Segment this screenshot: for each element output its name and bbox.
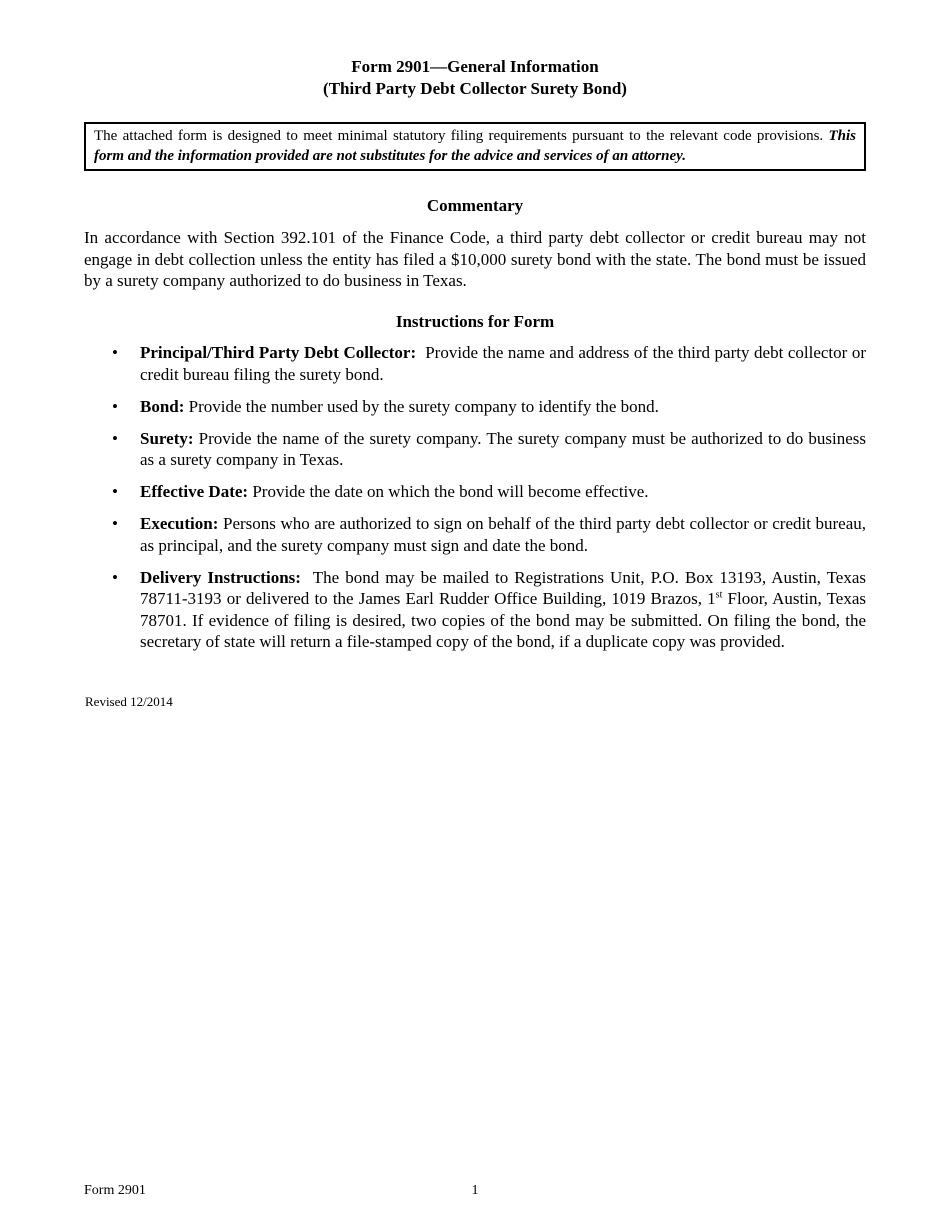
- list-item: [84, 428, 866, 471]
- list-item: [84, 567, 866, 653]
- bullet-icon: •: [112, 428, 118, 448]
- page-title: [84, 56, 866, 100]
- item-text: Provide the date on which the bond will become effective.: [252, 482, 649, 501]
- item-text-before: The bond may be mailed to Registrations Unit, P.O. Box 13193, Austin, Texas 78711-3193 or delivered to the James Earl Rudder Office Building, 1019 Brazos, 1: [140, 567, 866, 608]
- bullet-icon: •: [112, 567, 118, 587]
- footer-form-label: Form 2901: [84, 1183, 146, 1198]
- item-text: Persons who are authorized to sign on behalf of the third party debt collector or credit bureau, as principal, and the surety company must sign and date the bond.: [140, 514, 867, 555]
- disclaimer-bold-text: This form and the information provided are not substitutes for the advice and services of an attorney.: [94, 128, 857, 164]
- item-superscript: st: [715, 589, 723, 601]
- item-text-after: Floor, Austin, Texas 78701. If evidence of filing is desired, two copies of the bond may be submitted. On filing the bond, the secretary of state will return a file-stamped copy of the bond, if a duplicate copy was provided.: [140, 589, 867, 651]
- commentary-heading: Commentary: [426, 196, 524, 215]
- title-line-1: Form 2901—General Information: [351, 57, 599, 76]
- list-item: [84, 396, 866, 418]
- commentary-body: In accordance with Section 392.101 of the Finance Code, a third party debt collector or credit bureau may not engage in debt collection unless the entity has filed a $10,000 surety bond with the state. The bond must be issued by a surety company authorized to do business in Texas.: [84, 228, 866, 290]
- item-label: Surety:: [140, 428, 194, 448]
- disclaimer-box: [84, 122, 866, 171]
- disclaimer-text: The attached form is designed to meet minimal statutory filing requirements pursuant to the relevant code provisions.: [94, 128, 824, 144]
- bullet-icon: •: [112, 343, 118, 362]
- item-label: Execution:: [140, 514, 219, 533]
- item-label: Effective Date:: [140, 482, 249, 501]
- item-label: Bond:: [140, 396, 185, 416]
- list-item: [84, 513, 866, 556]
- list-item: [84, 342, 866, 385]
- instructions-heading: Instructions for Form: [395, 312, 555, 331]
- bullet-icon: •: [112, 514, 118, 533]
- list-item: [84, 481, 866, 503]
- item-label: Principal/Third Party Debt Collector:: [140, 343, 417, 362]
- revised-date: Revised 12/2014: [85, 694, 173, 709]
- instructions-list: [84, 342, 866, 663]
- title-line-2: (Third Party Debt Collector Surety Bond): [323, 79, 627, 98]
- bullet-icon: •: [112, 482, 118, 501]
- item-text: Provide the number used by the surety company to identify the bond.: [188, 396, 659, 416]
- item-label: Delivery Instructions:: [140, 567, 301, 587]
- item-text: Provide the name and address of the third party debt collector or credit bureau filing the surety bond.: [140, 343, 866, 384]
- bullet-icon: •: [112, 396, 118, 416]
- page-number: 1: [471, 1183, 479, 1198]
- item-text: Provide the name of the surety company. The surety company must be authorized to do business as a surety company in Texas.: [140, 428, 867, 469]
